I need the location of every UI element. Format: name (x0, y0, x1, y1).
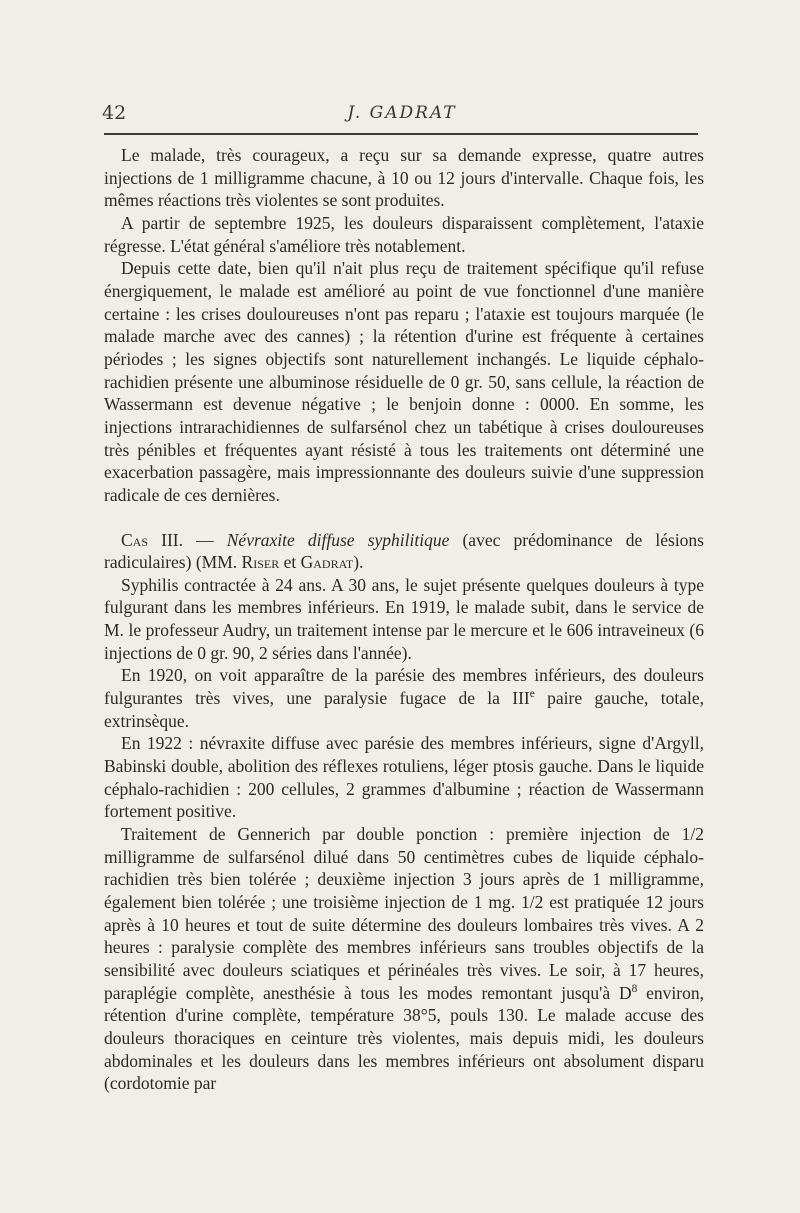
paragraph: En 1922 : névraxite diffuse avec parésie des membres inférieurs, signe d'Argyll, Babinski double, abolition des réflexes rotuliens, léger ptosis gauche. Dans le liquide céphalo-rachidien : 200 cellules, 2 grammes d'albumine ; réaction de Wassermann fortement positive. (104, 733, 704, 822)
paragraph: Le malade, très courageux, a reçu sur sa demande expresse, quatre autres injections de 1 milligramme chacune, à 10 ou 12 jours d'intervalle. Chaque fois, les mêmes réactions très violentes se sont produites. (104, 145, 704, 211)
text-run: paire gauche, totale, extrinsèque. (104, 688, 704, 731)
case-author: Riser (241, 552, 280, 573)
case-dash: — (183, 529, 227, 550)
case-and: et (279, 552, 301, 573)
case-author: Gadrat (300, 552, 354, 573)
case-label: Cas III. (121, 529, 183, 550)
paragraph: Depuis cette date, bien qu'il n'ait plus reçu de traitement spécifique qu'il refuse énergiquement, le malade est amélioré au point de vue fonctionnel d'une manière certaine : les crises douloureuses n'ont pas reparu ; l'ataxie est toujours marquée (le malade marche avec des cannes) ; la rétention d'urine est fréquente à certaines périodes ; les signes objectifs sont naturellement inchangés. Le liquide céphalo-rachidien présente une albuminose résiduelle de 0 gr. 50, sans cellule, la réaction de Wassermann est devenue négative ; le benjoin donne : 0000. En somme, les injections intrarachidiennes de sulfarsénol chez un tabétique à crises douloureuses très pénibles et fréquentes ayant résisté à tous les traitements ont déterminé une exacerbation passagère, mais impressionnante des douleurs suivie d'une suppression radicale de ces dernières. (104, 258, 704, 505)
paragraph (104, 664, 704, 732)
text-run: environ, rétention d'urine complète, température 38°5, pouls 130. Le malade accuse des douleurs thoraciques en ceinture très violentes, mais depuis midi, les douleurs abdominales et les douleurs dans les membres inférieurs ont absolument disparu (cordotomie par (104, 982, 704, 1094)
text-run: Traitement de Gennerich par double ponction : première injection de 1/2 milligramme de sulfarsénol dilué dans 50 centimètres cubes de liquide céphalo-rachidien très bien tolérée ; deuxième injection 3 jours après de 1 milligramme, également bien tolérée ; une troisième injection de 1 mg. 1/2 est pratiquée 12 jours après à 10 heures et tout de suite détermine des douleurs lombaires très vives. A 2 heures : paralysie complète des membres inférieurs sans troubles objectifs de la sensibilité avec douleurs sciatiques et périnéales très vives. Le soir, à 17 heures, paraplégie complète, anesthésie à tous les modes remontant jusqu'à D (104, 824, 704, 1003)
paragraph: Syphilis contractée à 24 ans. A 30 ans, le sujet présente quelques douleurs à type fulgurant dans les membres inférieurs. En 1919, le malade subit, dans le service de M. le professeur Audry, un traitement intense par le mercure et le 606 intraveineux (6 injections de 0 gr. 90, 2 séries dans l'année). (104, 574, 704, 663)
page-number: 42 (102, 102, 127, 124)
case-end: ). (353, 552, 364, 573)
case-title: Névraxite diffuse syphilitique (226, 529, 450, 550)
running-head: J. GADRAT (347, 103, 457, 123)
superscript: 8 (631, 982, 638, 995)
header-rule (104, 133, 698, 135)
body-text (104, 144, 704, 1095)
case-details: (avec prédominance de lésions radiculaires) (MM. (104, 529, 704, 573)
case-heading (104, 529, 704, 574)
page-header (102, 101, 702, 125)
paragraph: A partir de septembre 1925, les douleurs disparaissent complètement, l'ataxie régresse. L'état général s'améliore très notablement. (104, 212, 704, 256)
text-run: En 1920, on voit apparaître de la parésie des membres inférieurs, des douleurs fulgurantes très vives, une paralysie fugace de la III (104, 665, 704, 709)
superscript: e (529, 688, 535, 701)
paragraph (104, 823, 704, 1095)
